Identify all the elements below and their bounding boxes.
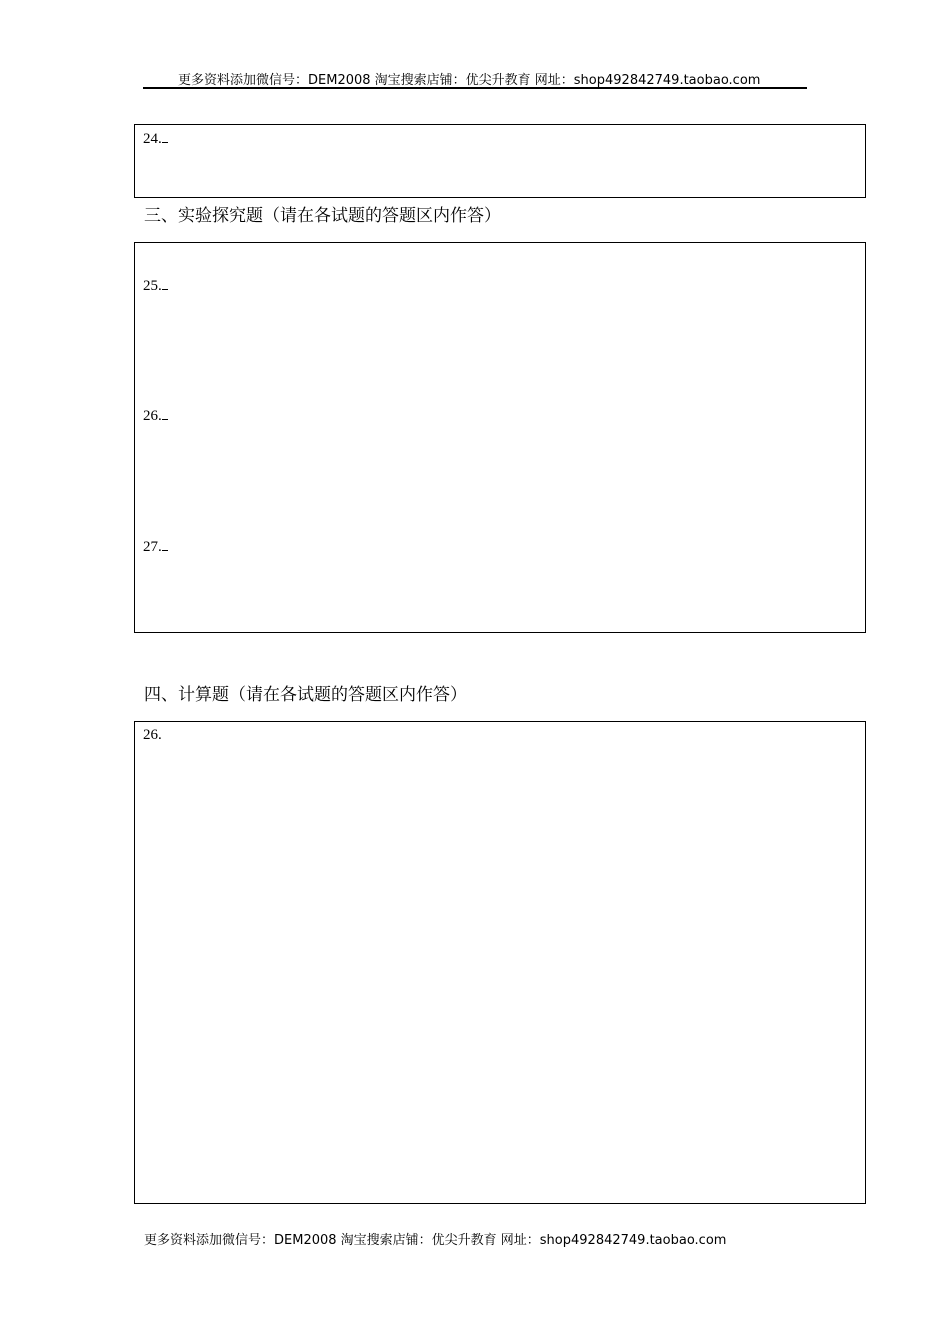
question-number-25: 25. xyxy=(143,276,168,295)
answer-box-24 xyxy=(134,124,866,198)
answer-blank xyxy=(162,129,168,143)
question-number-24: 24. xyxy=(143,129,168,148)
question-number-26: 26. xyxy=(143,406,168,425)
section-title-experiment: 三、实验探究题（请在各试题的答题区内作答） xyxy=(144,206,501,226)
question-number-calc-26: 26. xyxy=(143,727,162,743)
answer-box-calculation xyxy=(134,721,866,1204)
answer-blank xyxy=(162,276,168,290)
answer-blank xyxy=(162,406,168,420)
section-title-calculation: 四、计算题（请在各试题的答题区内作答） xyxy=(144,685,467,705)
answer-blank xyxy=(162,537,168,551)
question-number-27: 27. xyxy=(143,537,168,556)
header-divider xyxy=(143,87,807,89)
page-footer: 更多资料添加微信号：DEM2008 淘宝搜索店铺：优尖升教育 网址：shop492842749.taobao.com xyxy=(144,1233,727,1248)
answer-box-experiment xyxy=(134,242,866,633)
page-header: 更多资料添加微信号：DEM2008 淘宝搜索店铺：优尖升教育 网址：shop492842749.taobao.com xyxy=(178,73,761,88)
